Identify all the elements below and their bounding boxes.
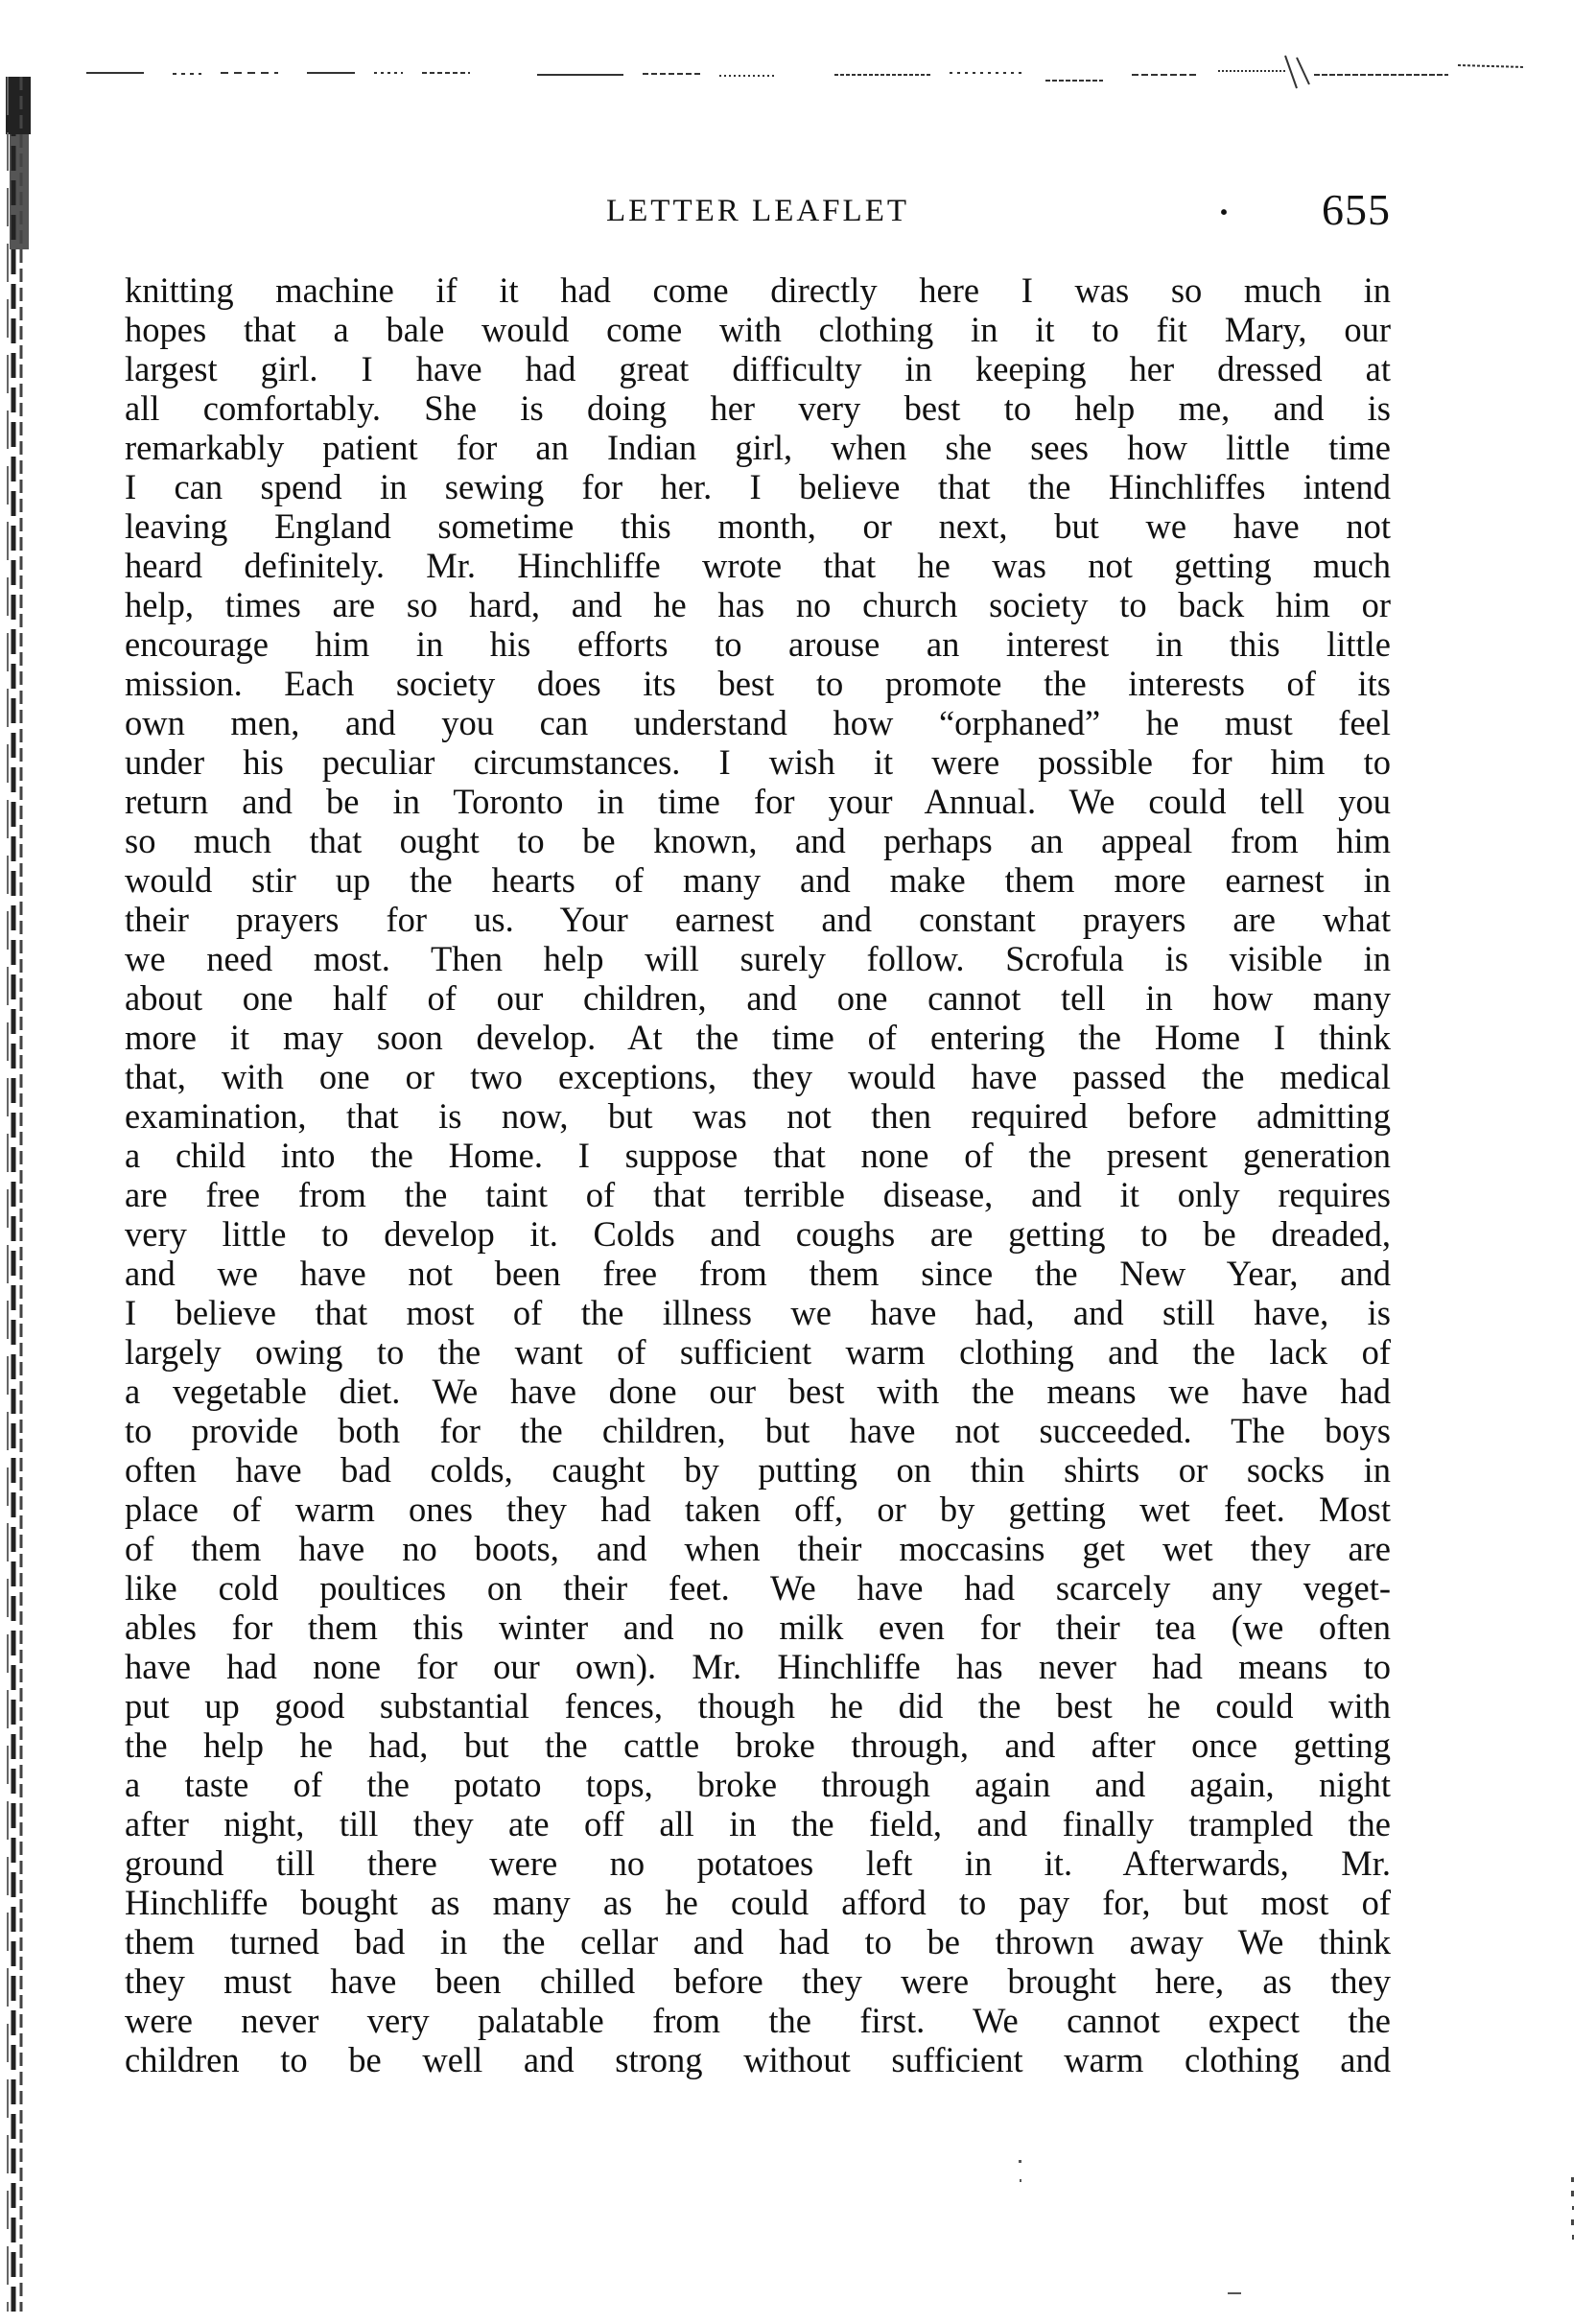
body-line: put up good substantial fences, though he did the best he could with: [125, 1686, 1391, 1725]
header-dot: ·: [1218, 193, 1231, 231]
body-line: they must have been chilled before they were brought here, as they: [125, 1961, 1391, 2001]
body-line: more it may soon develop. At the time of entering the Home I think: [125, 1018, 1391, 1057]
body-line: them turned bad in the cellar and had to be thrown away We think: [125, 1922, 1391, 1961]
body-line: like cold poultices on their feet. We have had scarcely any veget-: [125, 1568, 1391, 1608]
body-line: ables for them this winter and no milk even for their tea (we often: [125, 1608, 1391, 1647]
body-line: heard definitely. Mr. Hinchliffe wrote that he was not getting much: [125, 546, 1391, 585]
body-line: largely owing to the want of sufficient warm clothing and the lack of: [125, 1332, 1391, 1372]
letter-body: [125, 270, 1391, 2079]
body-line: encourage him in his efforts to arouse an interest in this little: [125, 624, 1391, 664]
body-line: would stir up the hearts of many and make them more earnest in: [125, 860, 1391, 900]
body-line: have had none for our own). Mr. Hinchliffe has never had means to: [125, 1647, 1391, 1686]
body-line: about one half of our children, and one cannot tell in how many: [125, 978, 1391, 1018]
scan-specks-bottom: [1017, 2158, 1304, 2312]
body-line: a vegetable diet. We have done our best with the means we have had: [125, 1372, 1391, 1411]
body-line: to provide both for the children, but have not succeeded. The boys: [125, 1411, 1391, 1450]
body-line: are free from the taint of that terrible disease, and it only requires: [125, 1175, 1391, 1214]
body-line: their prayers for us. Your earnest and constant prayers are what: [125, 900, 1391, 939]
body-line: leaving England sometime this month, or next, but we have not: [125, 506, 1391, 546]
binding-edge-shadow: [0, 77, 58, 2312]
scan-noise-top: [86, 46, 1544, 94]
body-line: knitting machine if it had come directly here I was so much in: [125, 270, 1391, 310]
body-line: children to be well and strong without sufficient warm clothing and: [125, 2040, 1391, 2079]
body-line: often have bad colds, caught by putting on thin shirts or socks in: [125, 1450, 1391, 1490]
body-line: we need most. Then help will surely follow. Scrofula is visible in: [125, 939, 1391, 978]
body-line: examination, that is now, but was not then required before admitting: [125, 1096, 1391, 1136]
body-line: very little to develop it. Colds and coughs are getting to be dreaded,: [125, 1214, 1391, 1254]
body-line: all comfortably. She is doing her very best to help me, and is: [125, 388, 1391, 428]
body-line: hopes that a bale would come with clothing in it to fit Mary, our: [125, 310, 1391, 349]
body-line: of them have no boots, and when their moccasins get wet they are: [125, 1529, 1391, 1568]
body-line: help, times are so hard, and he has no church society to back him or: [125, 585, 1391, 624]
body-line: a taste of the potato tops, broke through again and again, night: [125, 1765, 1391, 1804]
body-line: remarkably patient for an Indian girl, when she sees how little time: [125, 428, 1391, 467]
body-line: that, with one or two exceptions, they would have passed the medical: [125, 1057, 1391, 1096]
body-line: the help he had, but the cattle broke through, and after once getting: [125, 1725, 1391, 1765]
body-line: and we have not been free from them since the New Year, and: [125, 1254, 1391, 1293]
running-title: LETTER LEAFLET: [605, 194, 910, 228]
body-line: Hinchliffe bought as many as he could afford to pay for, but most of: [125, 1883, 1391, 1922]
body-line: were never very palatable from the first. We cannot expect the: [125, 2001, 1391, 2040]
body-line: I can spend in sewing for her. I believe that the Hinchliffes intend: [125, 467, 1391, 506]
body-line: a child into the Home. I suppose that none of the present generation: [125, 1136, 1391, 1175]
body-line: after night, till they ate off all in the field, and finally trampled the: [125, 1804, 1391, 1843]
body-line: under his peculiar circumstances. I wish it were possible for him to: [125, 742, 1391, 782]
body-line: so much that ought to be known, and perhaps an appeal from him: [125, 821, 1391, 860]
body-line: mission. Each society does its best to promote the interests of its: [125, 664, 1391, 703]
body-line: return and be in Toronto in time for your Annual. We could tell you: [125, 782, 1391, 821]
body-line: ground till there were no potatoes left in it. Afterwards, Mr.: [125, 1843, 1391, 1883]
body-line: I believe that most of the illness we have had, and still have, is: [125, 1293, 1391, 1332]
body-line: largest girl. I have had great difficulty in keeping her dressed at: [125, 349, 1391, 388]
page-number: 655: [1322, 185, 1391, 234]
page-header: [125, 184, 1391, 251]
scan-specks-right: [1563, 2177, 1583, 2254]
body-line: own men, and you can understand how “orphaned” he must feel: [125, 703, 1391, 742]
body-line: place of warm ones they had taken off, or by getting wet feet. Most: [125, 1490, 1391, 1529]
